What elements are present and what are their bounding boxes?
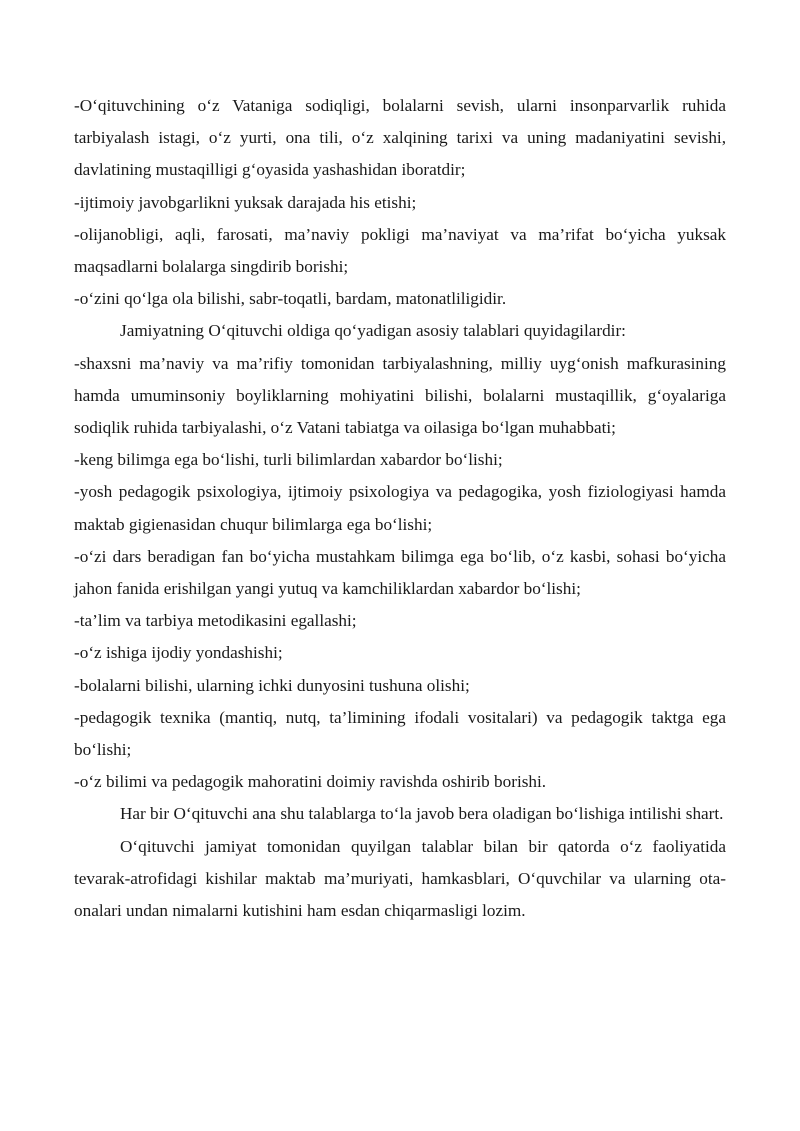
paragraph-requirement-subject: -o‘zi dars beradigan fan bo‘yicha mustahkam bilimga ega bo‘lib, o‘z kasbi, sohasi bo‘yicha jahon fanida erishilgan yangi yutuq va kamchiliklardan xabardor bo‘lishi; <box>74 546 726 599</box>
paragraph-expectations: O‘qituvchi jamiyat tomonidan quyilgan talablar bilan bir qatorda o‘z faoliyatida tevarak-atrofidagi kishilar maktab ma’muriyati, hamkasblari, O‘quvchilar va ularning ota-onalari undan nimalarni kutishini ham esdan chiqarmasligi lozim. <box>74 836 726 921</box>
paragraph-requirement-creative: -o‘z ishiga ijodiy yondashishi; <box>74 643 283 663</box>
paragraph-self-control: -o‘zini qo‘lga ola bilishi, sabr-toqatli, bardam, matonatliligidir. <box>74 289 507 309</box>
paragraph-teacher-loyalty: -O‘qituvchining o‘z Vataniga sodiqligi, bolalarni sevish, ularni insonparvarlik ruhida tarbiyalash istagi, o‘z yurti, ona tili, o‘z xalqining tarixi va uning madaniyatini sevishi, davlatining mustaqilligi g‘oyasida yashashidan iboratdir; <box>74 96 726 180</box>
paragraph-striving: Har bir O‘qituvchi ana shu talablarga to‘la javob bera oladigan bo‘lishiga intilishi shart. <box>120 804 724 824</box>
paragraph-requirements-intro: Jamiyatning O‘qituvchi oldiga qo‘yadigan asosiy talablari quyidagilardir: <box>120 321 626 341</box>
document-page <box>74 90 726 927</box>
paragraph-requirement-knowledge: -keng bilimga ega bo‘lishi, turli bilimlardan xabardor bo‘lishi; <box>74 450 503 470</box>
paragraph-social-responsibility: -ijtimoiy javobgarlikni yuksak darajada his etishi; <box>74 192 417 212</box>
paragraph-requirement-children: -bolalarni bilishi, ularning ichki dunyosini tushuna olishi; <box>74 675 470 695</box>
paragraph-requirement-spiritual: -shaxsni ma’naviy va ma’rifiy tomonidan tarbiyalashning, milliy uyg‘onish mafkurasining hamda umuminsoniy boyliklarning mohiyatini bilishi, bolalarni mustaqillik, g‘oyalariga sodiqlik ruhida tarbiyalashi, o‘z Vatani tabiatga va oilasiga bo‘lgan muhabbati; <box>74 353 726 438</box>
paragraph-requirement-psychology: -yosh pedagogik psixologiya, ijtimoiy psixologiya va pedagogika, yosh fiziologiyasi hamda maktab gigienasidan chuqur bilimlarga ega bo‘lishi; <box>74 482 726 534</box>
paragraph-requirement-improvement: -o‘z bilimi va pedagogik mahoratini doimiy ravishda oshirib borishi. <box>74 772 547 792</box>
paragraph-requirement-technique: -pedagogik texnika (mantiq, nutq, ta’limining ifodali vositalari) va pedagogik taktga ega bo‘lishi; <box>74 707 726 760</box>
paragraph-requirement-methodology: -ta’lim va tarbiya metodikasini egallashi; <box>74 611 357 631</box>
paragraph-nobility: -olijanobligi, aqli, farosati, ma’naviy pokligi ma’naviyat va ma’rifat bo‘yicha yuksak maqsadlarni bolalarga singdirib borishi; <box>74 224 726 277</box>
